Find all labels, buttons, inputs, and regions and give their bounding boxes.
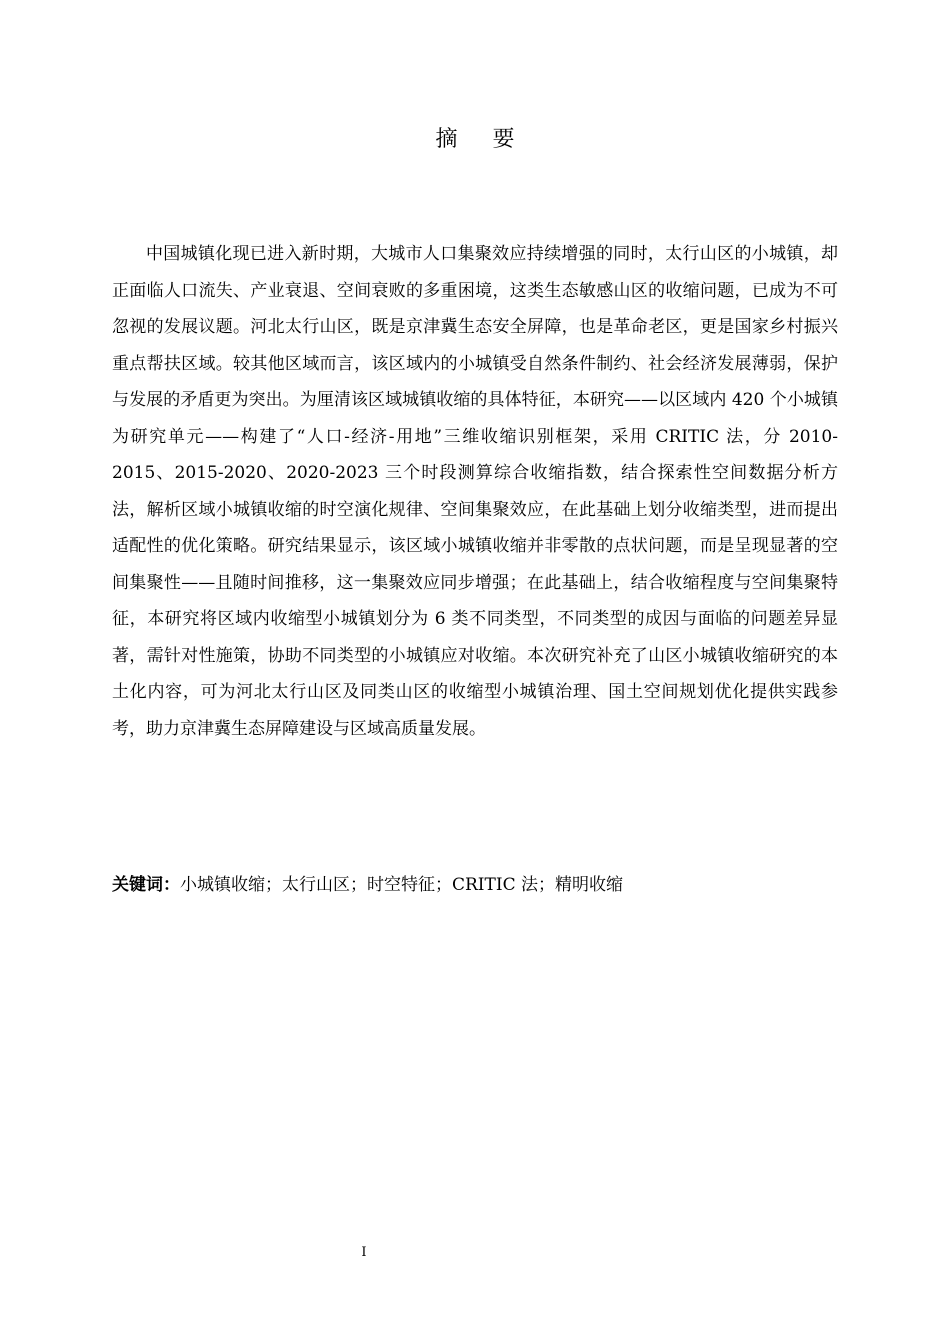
keywords-value: 小城镇收缩；太行山区；时空特征；CRITIC 法；精明收缩 (180, 875, 623, 895)
page-number: I (361, 1245, 367, 1260)
abstract-paragraph: 中国城镇化现已进入新时期，大城市人口集聚效应持续增强的同时，太行山区的小城镇，却正面临人口流失、产业衰退、空间衰败的多重困境，这类生态敏感山区的收缩问题，已成为不可忽视的发展议题。河北太行山区，既是京津冀生态安全屏障，也是革命老区，更是国家乡村振兴重点帮扶区域。较其他区域而言，该区域内的小城镇受自然条件制约、社会经济发展薄弱，保护与发展的矛盾更为突出。为厘清该区域城镇收缩的具体特征，本研究——以区域内 420 个小城镇为研究单元——构建了“人口-经济-用地”三维收缩识别框架，采用 CRITIC 法，分 2010-2015、2015-2020、2020-2023 三个时段测算综合收缩指数，结合探索性空间数据分析方法，解析区域小城镇收缩的时空演化规律、空间集聚效应，在此基础上划分收缩类型，进而提出适配性的优化策略。研究结果显示，该区域小城镇收缩并非零散的点状问题，而是呈现显著的空间集聚性——且随时间推移，这一集聚效应同步增强；在此基础上，结合收缩程度与空间集聚特征，本研究将区域内收缩型小城镇划分为 6 类不同类型，不同类型的成因与面临的问题差异显著，需针对性施策，协助不同类型的小城镇应对收缩。本次研究补充了山区小城镇收缩研究的本土化内容，可为河北太行山区及同类山区的收缩型小城镇治理、国土空间规划优化提供实践参考，助力京津冀生态屏障建设与区域高质量发展。 (112, 244, 838, 739)
keywords-line (112, 870, 838, 900)
keywords-label: 关键词： (112, 875, 180, 895)
page-title: 摘 要 (435, 127, 529, 152)
